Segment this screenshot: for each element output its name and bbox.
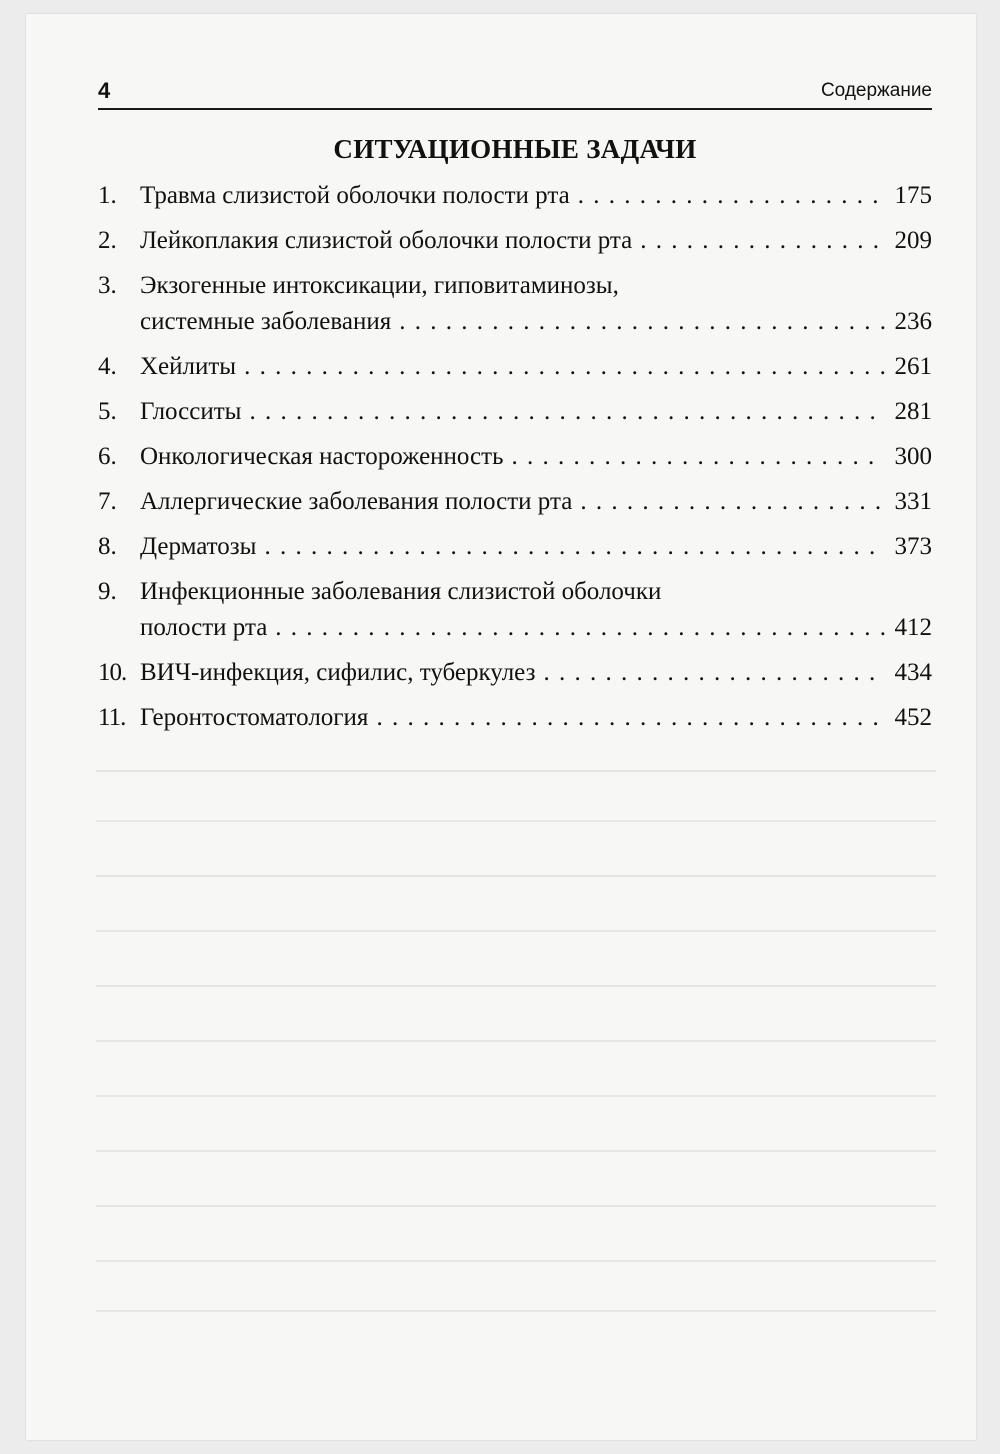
toc-entry-page: 434	[894, 659, 932, 686]
toc-entry-number: 4.	[98, 353, 117, 380]
toc-entry-number: 3.	[98, 272, 117, 299]
toc-leader-dots	[640, 223, 884, 259]
toc-entry-title: Онкологическая настороженность	[140, 443, 504, 470]
toc-entry	[98, 574, 932, 646]
toc-entry-number: 7.	[98, 488, 117, 515]
toc-entry-title: Аллергические заболевания полости рта	[140, 488, 573, 515]
toc-leader-dots	[264, 529, 884, 565]
toc-entry	[98, 439, 932, 475]
toc-entry-title: полости рта	[140, 614, 268, 641]
toc-entry-title: Дерматозы	[140, 533, 257, 560]
toc-entry-title: системные заболевания	[140, 308, 392, 335]
table-of-contents	[98, 178, 932, 745]
toc-entry-title: Геронтостоматология	[140, 704, 369, 731]
toc-entry-page: 209	[894, 227, 932, 254]
toc-entry-title-line: Инфекционные заболевания слизистой оболочки	[140, 578, 662, 605]
toc-leader-dots	[580, 484, 884, 520]
toc-entry	[98, 268, 932, 340]
toc-entry-page: 452	[894, 704, 932, 731]
page-number: 4	[98, 78, 111, 103]
toc-entry	[98, 700, 932, 736]
toc-leader-dots	[244, 349, 884, 385]
toc-entry	[98, 349, 932, 385]
toc-leader-dots	[399, 304, 884, 340]
toc-entry-number: 5.	[98, 398, 117, 425]
toc-leader-dots	[543, 655, 884, 691]
toc-leader-dots	[578, 178, 885, 214]
toc-entry-title-line: Экзогенные интоксикации, гиповитаминозы,	[140, 272, 619, 299]
section-title: СИТУАЦИОННЫЕ ЗАДАЧИ	[333, 134, 697, 164]
toc-entry-number: 1.	[98, 182, 117, 209]
toc-entry-number: 10.	[98, 659, 127, 686]
toc-entry-number: 8.	[98, 533, 117, 560]
toc-entry-number: 2.	[98, 227, 117, 254]
running-header	[98, 74, 932, 110]
toc-entry-number: 11.	[98, 704, 126, 731]
toc-entry	[98, 223, 932, 259]
toc-entry-page: 175	[894, 182, 932, 209]
toc-entry-title: Глосситы	[140, 398, 242, 425]
toc-entry-number: 9.	[98, 578, 117, 605]
toc-entry-title: Травма слизистой оболочки полости рта	[140, 182, 570, 209]
toc-leader-dots	[249, 394, 884, 430]
toc-entry-title: ВИЧ-инфекция, сифилис, туберкулез	[140, 659, 536, 686]
toc-leader-dots	[275, 610, 884, 646]
toc-entry	[98, 655, 932, 691]
toc-entry	[98, 484, 932, 520]
toc-entry-page: 281	[894, 398, 932, 425]
toc-leader-dots	[376, 700, 884, 736]
toc-entry-title: Лейкоплакия слизистой оболочки полости рта	[140, 227, 633, 254]
toc-entry-page: 261	[894, 353, 932, 380]
toc-entry-title: Хейлиты	[140, 353, 237, 380]
toc-leader-dots	[511, 439, 884, 475]
toc-entry	[98, 178, 932, 214]
toc-entry-page: 300	[894, 443, 932, 470]
toc-entry-page: 373	[894, 533, 932, 560]
toc-entry-page: 331	[894, 488, 932, 515]
running-title: Содержание	[820, 80, 932, 101]
toc-entry-page: 412	[894, 614, 932, 641]
toc-entry	[98, 529, 932, 565]
toc-entry	[98, 394, 932, 430]
toc-entry-number: 6.	[98, 443, 117, 470]
toc-entry-page: 236	[894, 308, 932, 335]
